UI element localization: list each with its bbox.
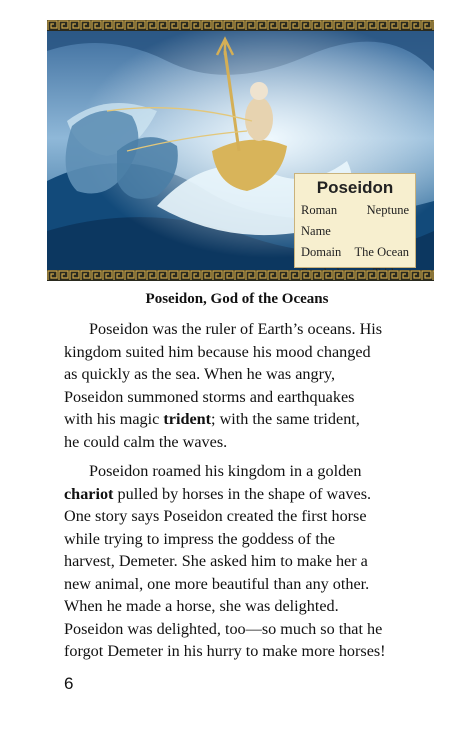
glossary-term: trident — [163, 410, 212, 428]
text-line — [64, 408, 424, 431]
text-line: Poseidon was the ruler of Earth’s oceans. His — [89, 320, 383, 338]
info-row-domain — [295, 242, 415, 263]
text-line: while trying to impress the goddess of the — [64, 529, 336, 548]
text-run: with his magic — [64, 410, 164, 428]
info-value: Neptune — [366, 203, 409, 217]
text-line: Poseidon roamed his kingdom in a golden — [89, 462, 362, 480]
deity-info-box — [294, 173, 416, 268]
info-row-roman-name — [295, 200, 415, 242]
text-line — [64, 483, 424, 506]
text-line: harvest, Demeter. She asked him to make her a — [64, 552, 368, 570]
info-box-title: Poseidon — [316, 178, 394, 197]
text-line: forgot Demeter in his hurry to make more horses! — [64, 642, 386, 660]
page-number: 6 — [64, 674, 74, 693]
text-line: When he made a horse, she was delighted. — [64, 597, 339, 615]
illustration-plate — [47, 20, 434, 281]
text-line: new animal, one more beautiful than any other. — [64, 574, 370, 593]
text-run: pulled by horses in the shape of waves. — [113, 484, 372, 503]
text-line: as quickly as the sea. When he was angry, — [64, 365, 336, 383]
text-line: Poseidon summoned storms and earthquakes — [64, 387, 355, 406]
paragraph-2 — [64, 460, 424, 663]
info-label: Roman Name — [301, 203, 338, 238]
greek-key-border-top — [47, 20, 434, 31]
text-line: he could calm the waves. — [64, 432, 228, 451]
greek-key-border-bottom — [47, 270, 434, 281]
glossary-term: chariot — [64, 484, 114, 503]
text-run: ; with the same trident, — [211, 410, 360, 428]
text-line: kingdom suited him because his mood changed — [64, 342, 371, 361]
section-heading: Poseidon, God of the Oceans — [145, 291, 329, 307]
info-label: Domain — [301, 245, 342, 259]
paragraph-1 — [64, 318, 424, 453]
text-line: One story says Poseidon created the first horse — [64, 507, 367, 525]
text-line: Poseidon was delighted, too—so much so that he — [64, 619, 383, 638]
info-value: The Ocean — [354, 245, 409, 259]
